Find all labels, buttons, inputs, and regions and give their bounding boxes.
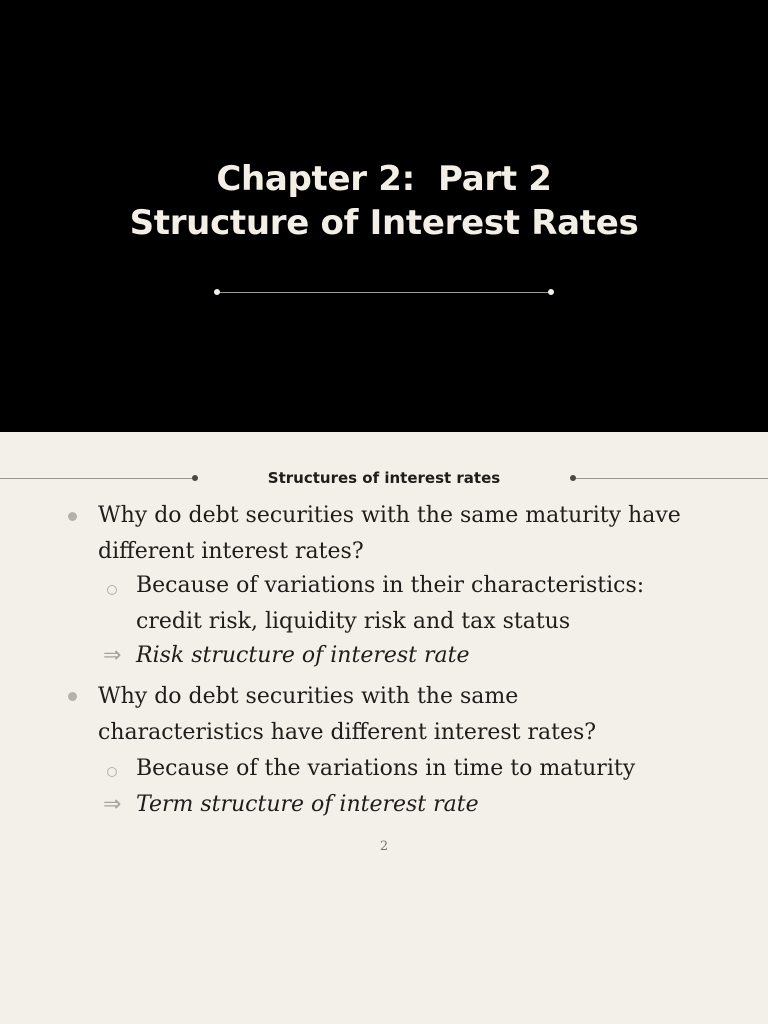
bullet-1-line-2: different interest rates? [98,539,364,564]
bullet-dot [68,692,77,701]
bullet-1-line-1: Why do debt securities with the same maturity have [98,503,681,528]
slide-title [0,157,768,245]
divider-dot-left [214,289,220,295]
sub-bullet-2-2-text: Term structure of interest rate [136,792,479,817]
sub-bullet-1-1-line-1: Because of variations in their characteristics: [136,573,645,598]
implies-arrow: ⇒ [103,792,122,817]
sub-bullet-circle [107,767,117,777]
bullet-1-text [98,498,738,570]
sub-bullet-2-1-text [136,751,736,787]
sub-bullet-2-1-line-1: Because of the variations in time to maturity [136,756,636,781]
sub-bullet-1-2-text: Risk structure of interest rate [136,643,470,668]
sub-bullet-1-1-line-2: credit risk, liquidity risk and tax status [136,609,571,634]
title-line-2: Structure of Interest Rates [129,203,639,243]
title-divider [217,292,551,293]
sub-bullet-1-1-text [136,568,736,640]
sub-bullet-circle [107,585,117,595]
bullet-2-text [98,679,738,751]
title-line-1: Chapter 2: Part 2 [216,159,552,199]
implies-arrow: ⇒ [103,643,122,668]
title-slide [0,0,768,432]
bullet-2-line-1: Why do debt securities with the same [98,684,519,709]
bullet-dot [68,512,77,521]
page-number: 2 [379,839,389,854]
bullet-2-line-2: characteristics have different interest rates? [98,720,597,745]
section-heading: Structures of interest rates [267,469,501,487]
divider-dot-right [548,289,554,295]
